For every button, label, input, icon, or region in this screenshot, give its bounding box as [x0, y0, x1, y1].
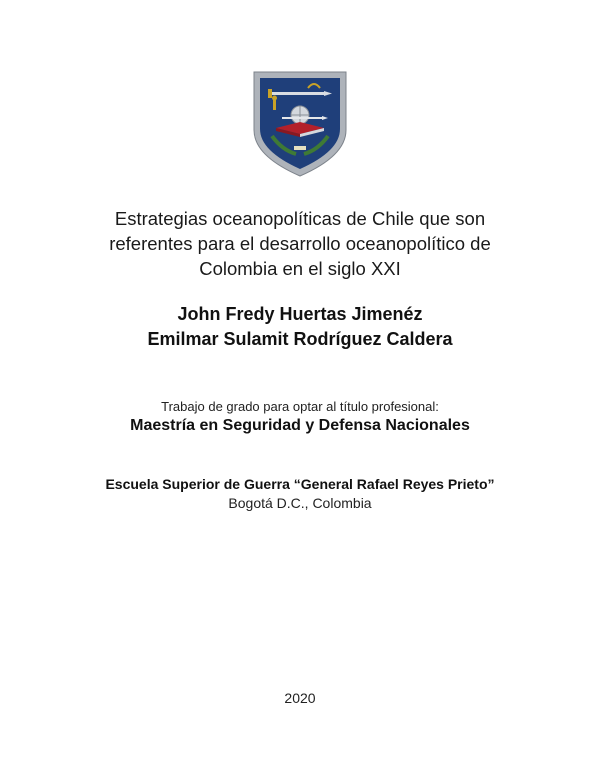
- publication-year: 2020: [284, 690, 316, 706]
- thesis-title-line: referentes para el desarrollo oceanopolítico de: [109, 233, 491, 254]
- degree-name: Maestría en Seguridad y Defensa Nacionales: [130, 417, 470, 434]
- institutional-crest-icon: [252, 70, 348, 178]
- thesis-title-line: Colombia en el siglo XXI: [199, 258, 401, 279]
- thesis-title: [0, 206, 600, 281]
- authors: [0, 302, 600, 352]
- author-name: Emilmar Sulamit Rodríguez Caldera: [147, 329, 453, 349]
- thesis-title-line: Estrategias oceanopolíticas de Chile que son: [114, 208, 486, 229]
- institution-city: Bogotá D.C., Colombia: [228, 495, 372, 511]
- author-name: John Fredy Huertas Jimenéz: [177, 304, 423, 324]
- degree-intro: Trabajo de grado para optar al título profesional:: [161, 399, 439, 414]
- institution-name: Escuela Superior de Guerra “General Rafael Reyes Prieto”: [105, 476, 495, 492]
